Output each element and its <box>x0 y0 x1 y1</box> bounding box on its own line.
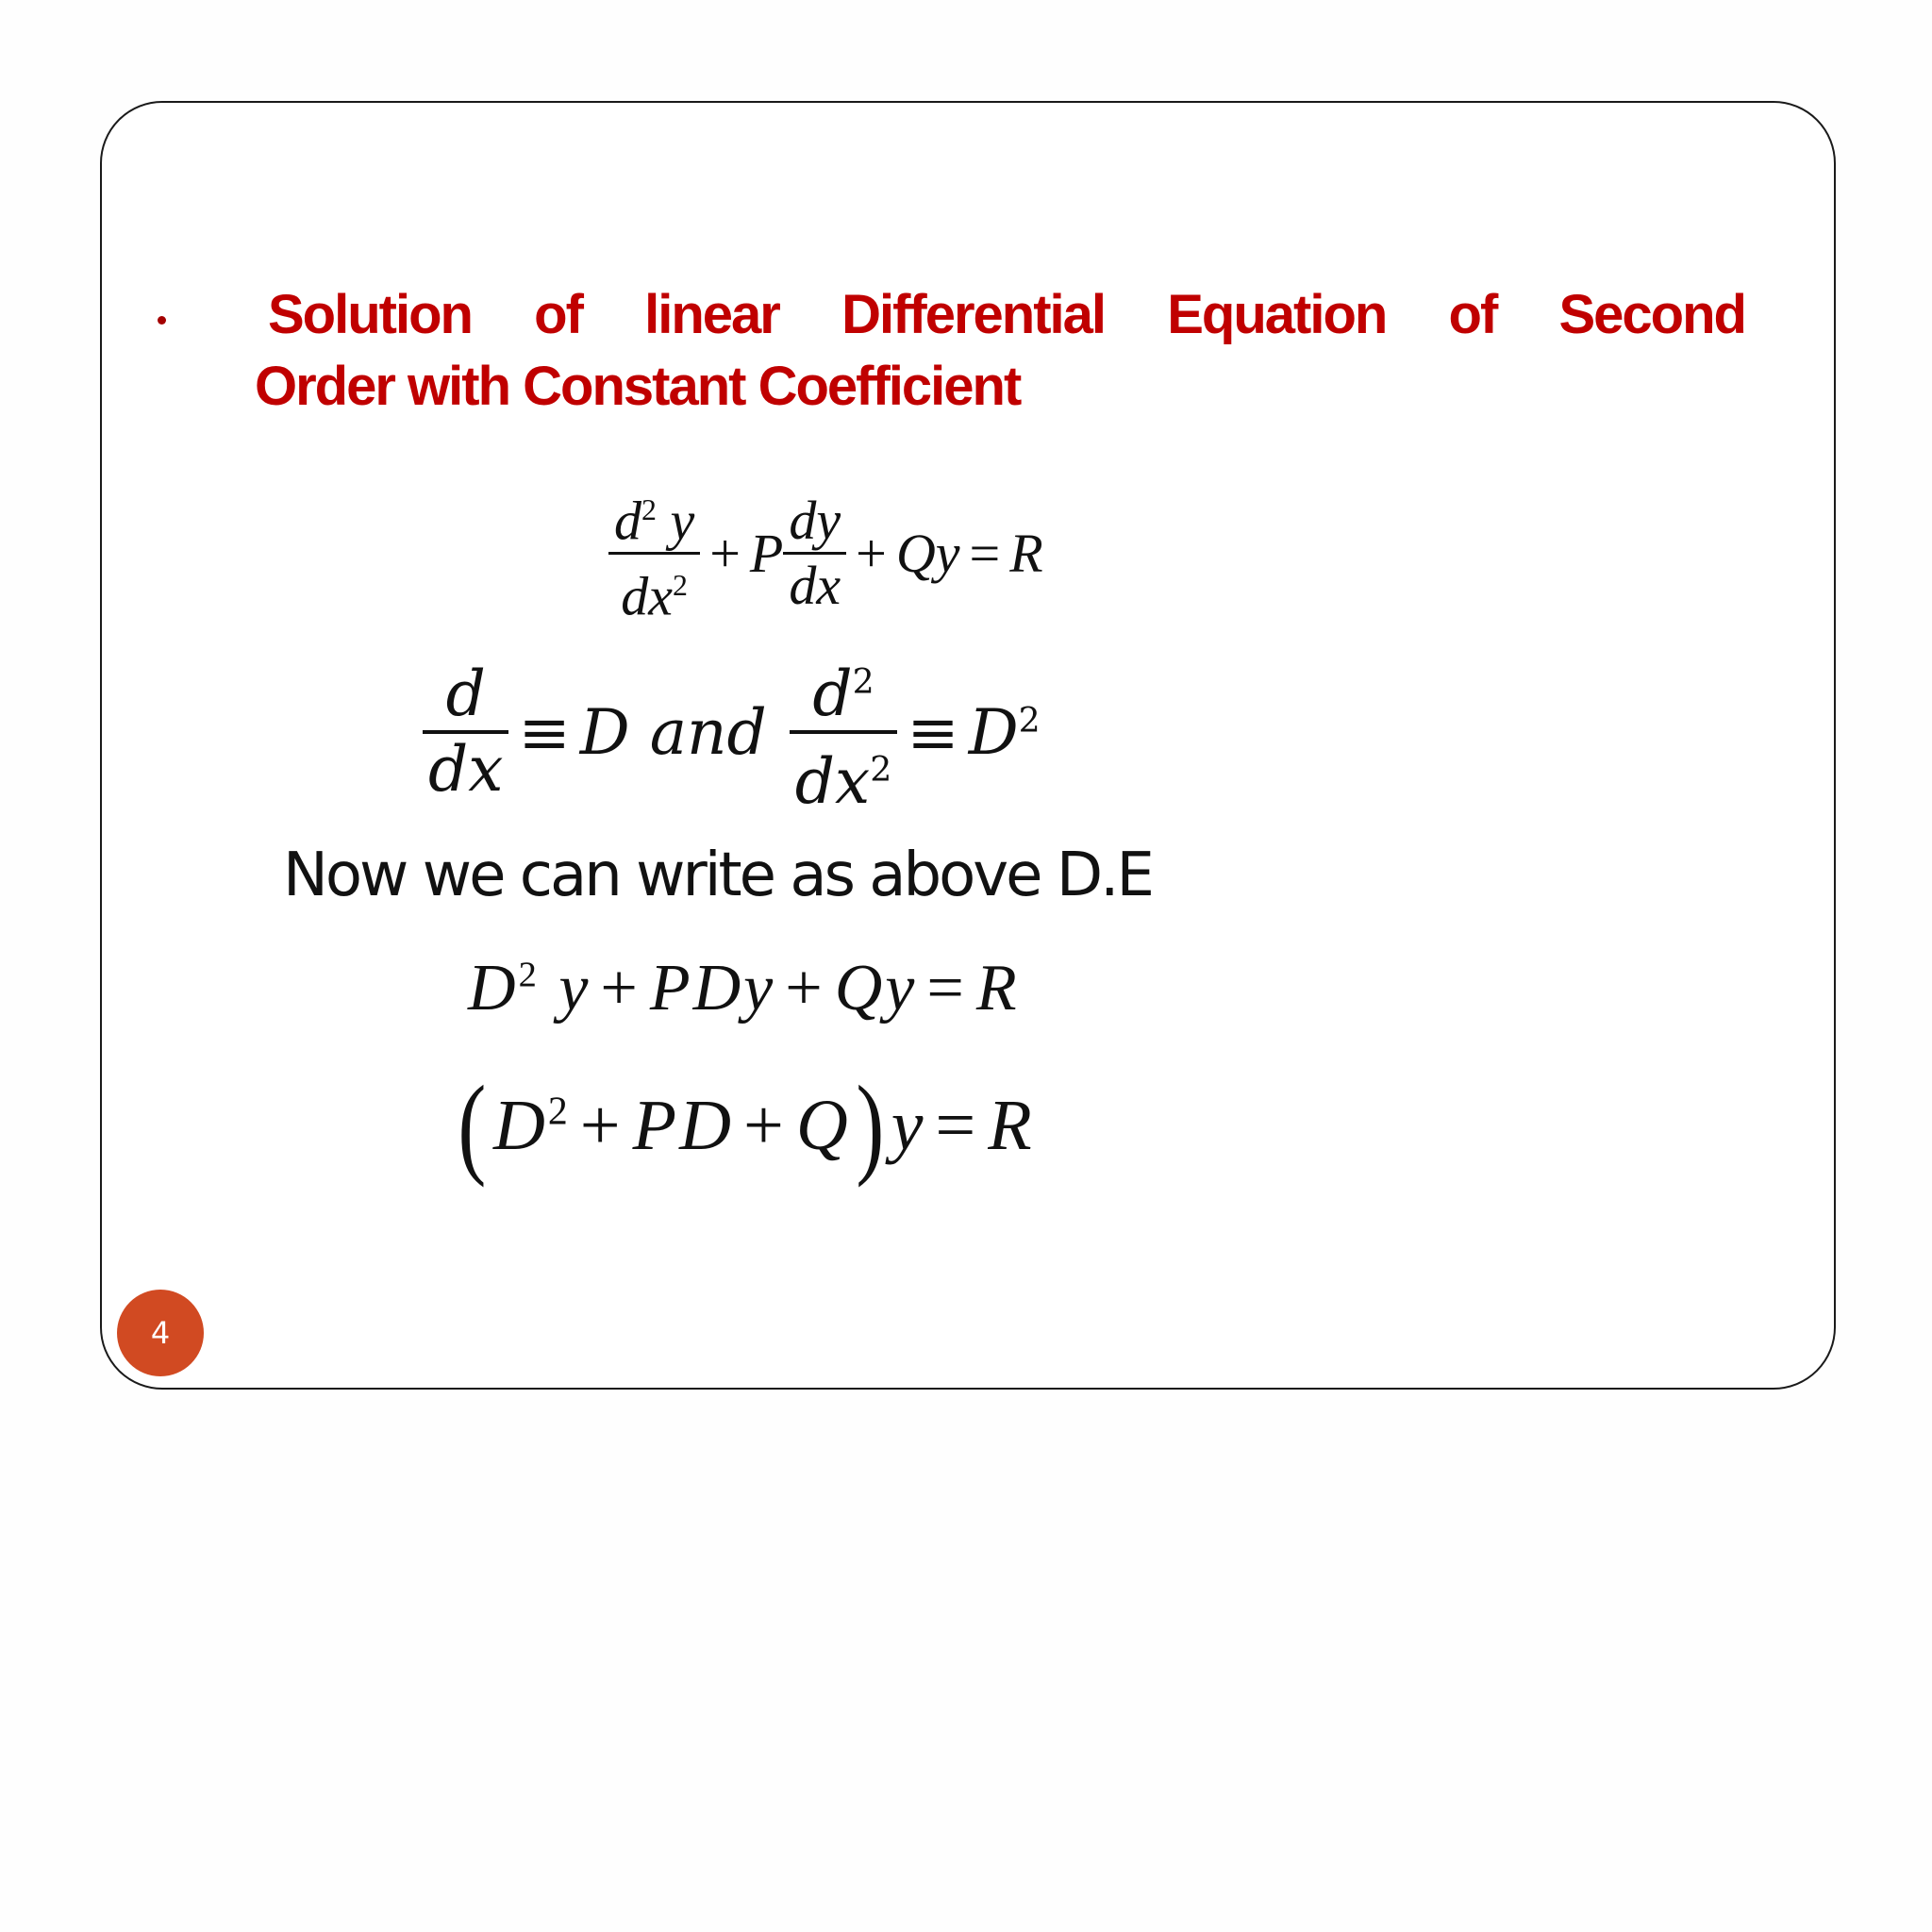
page-number-badge: 4 <box>117 1290 204 1376</box>
heading-word: of <box>1448 284 1497 345</box>
coefficient-p: P <box>749 523 784 585</box>
fraction-d2y-dx2: $\frac{d^2 y}{dx^2}$ <box>608 479 700 628</box>
left-paren: ( <box>458 1062 489 1188</box>
fraction-d2-dx2: $\frac{d^2}{dx^2}$ <box>790 646 898 818</box>
equation-factored-form: ( $D^2$ + PD + Q ) y = R <box>458 1062 1035 1188</box>
body-text: Now we can write as above D.E <box>283 841 1152 910</box>
slide-heading <box>255 279 1745 423</box>
heading-word: Solution <box>268 284 472 345</box>
heading-word: Second <box>1558 284 1745 345</box>
heading-word: Equation <box>1167 284 1387 345</box>
equation-operator-definition: $\frac{d}{dx}$ ≡ D and $\frac{d^2}{dx^2}$ ≡ $D^2$ <box>423 646 1041 818</box>
heading-word: of <box>534 284 582 345</box>
heading-line-1 <box>255 279 1745 351</box>
equation-differential: $\frac{d^2 y}{dx^2}$ + P $\frac{dy}{dx}$ + Qy = R <box>608 479 1043 628</box>
heading-line-2: Order with Constant Coefficient <box>255 356 1021 417</box>
right-paren: ) <box>856 1062 887 1188</box>
bullet-dot <box>158 316 166 325</box>
fraction-dy-dx: $\frac{dy}{dx}$ <box>783 490 846 617</box>
heading-word: Differential <box>841 284 1106 345</box>
equation-operator-form: $D^2$ y + PDy + Qy = R <box>468 952 1020 1024</box>
fraction-d-dx: $\frac{d}{dx}$ <box>423 658 508 806</box>
heading-word: linear <box>644 284 779 345</box>
